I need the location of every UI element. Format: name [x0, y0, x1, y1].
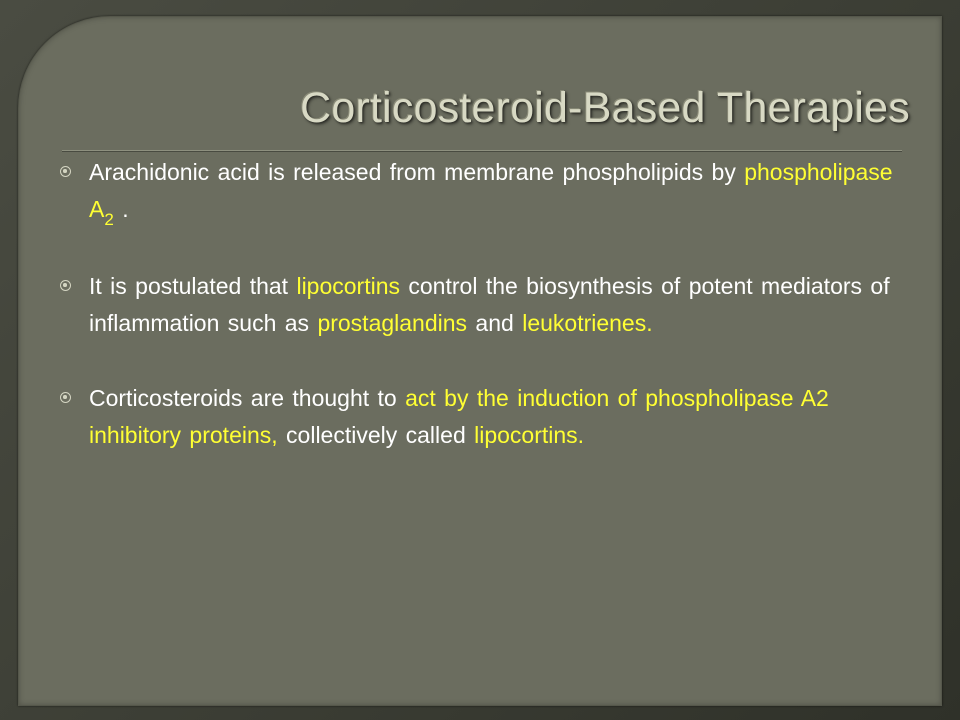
bullet-text	[89, 273, 890, 336]
bullet-item-3	[58, 380, 898, 454]
bullet-text	[89, 159, 893, 229]
text-segment: collectively called	[277, 422, 475, 448]
subscript-text: 2	[104, 210, 114, 229]
highlighted-term: lipocortins	[296, 273, 400, 299]
highlighted-term: prostaglandins	[317, 310, 468, 336]
text-segment: and	[467, 310, 523, 336]
slide-title: Corticosteroid-Based Therapies	[300, 84, 910, 132]
text-segment: It is postulated that	[89, 273, 297, 299]
highlighted-term: lipocortins.	[474, 422, 585, 448]
bullet-item-2	[58, 268, 898, 342]
highlighted-term: phospholipase A	[89, 159, 893, 222]
highlighted-term: leukotrienes.	[522, 310, 653, 336]
text-segment: control the biosynthesis of potent mediators of inflammation such as	[89, 273, 890, 336]
bullet-item-1	[58, 154, 898, 230]
highlighted-term: act by the induction of phospholipase A2 inhibitory proteins,	[89, 385, 829, 448]
text-segment: Corticosteroids are thought to	[89, 385, 406, 411]
text-segment: .	[113, 196, 129, 222]
circled-dot-bullet-icon	[60, 392, 71, 403]
circled-dot-bullet-icon	[60, 166, 71, 177]
bullet-text	[89, 385, 829, 448]
bullet-list	[58, 154, 898, 454]
text-segment: Arachidonic acid is released from membrane phospholipids by	[89, 159, 745, 185]
title-divider	[62, 150, 902, 151]
circled-dot-bullet-icon	[60, 280, 71, 291]
